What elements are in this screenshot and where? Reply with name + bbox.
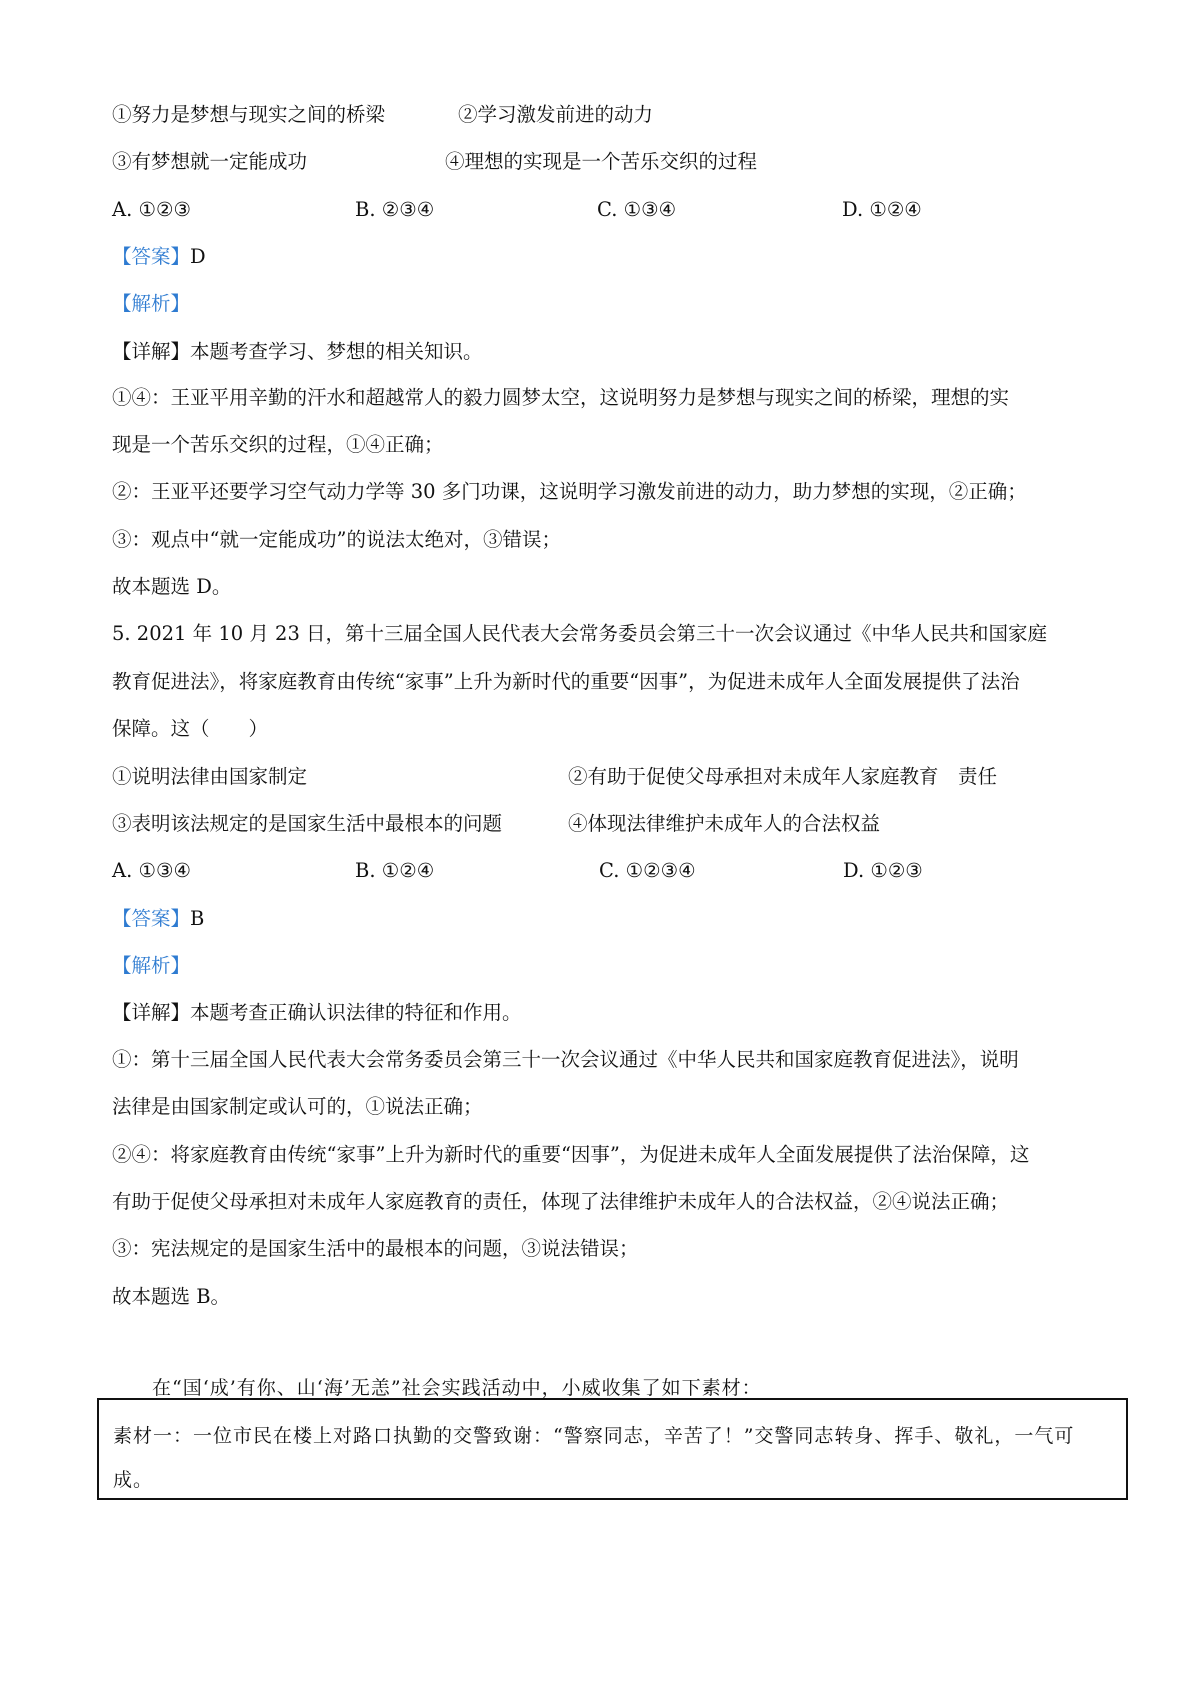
q5-stem-line-3: 保障。这（ ）	[112, 717, 269, 740]
q5-stem-line-1: 5. 2021 年 10 月 23 日，第十三届全国人民代表大会常务委员会第三十一次会议通过《中华人民共和国家庭	[112, 622, 1048, 645]
q5-option-3: ③表明该法规定的是国家生活中最根本的问题	[112, 812, 503, 835]
q5-choice-d: D. ①②③	[843, 859, 923, 882]
q4-choice-a: A. ①②③	[112, 198, 191, 221]
q5-analysis-label: 【解析】	[112, 954, 191, 977]
q4-explanation-1-line-1: ①④：王亚平用辛勤的汗水和超越常人的毅力圆梦太空，这说明努力是梦想与现实之间的桥梁，理想的实	[112, 386, 1010, 409]
q5-conclusion: 故本题选 B。	[112, 1285, 231, 1308]
q5-answer	[112, 905, 204, 933]
material-box	[97, 1398, 1128, 1500]
q4-choice-d: D. ①②④	[842, 198, 922, 221]
q5-choice-b: B. ①②④	[355, 859, 435, 882]
q4-detail	[112, 338, 483, 366]
q5-explanation-3: ③：宪法规定的是国家生活中的最根本的问题，③说法错误；	[112, 1237, 639, 1260]
answer-value: B	[190, 907, 205, 930]
material-box-text: 素材一：一位市民在楼上对路口执勤的交警致谢：“警察同志，辛苦了！”交警同志转身、挥手、敬礼，一气可成。	[113, 1425, 1075, 1491]
answer-label: 【答案】	[112, 245, 191, 268]
q5-choice-a: A. ①③④	[112, 859, 191, 882]
q4-explanation-1-line-2: 现是一个苦乐交织的过程，①④正确；	[112, 433, 444, 456]
q5-option-1: ①说明法律由国家制定	[112, 765, 308, 788]
q4-option-4: ④理想的实现是一个苦乐交织的过程	[445, 150, 758, 173]
q5-choice-c: C. ①②③④	[599, 859, 696, 882]
q5-stem-line-2: 教育促进法》，将家庭教育由传统“家事”上升为新时代的重要“因事”，为促进未成年人全面发展提供了法治	[112, 670, 1020, 693]
q5-explanation-2-line-1: ②④：将家庭教育由传统“家事”上升为新时代的重要“因事”，为促进未成年人全面发展提供了法治保障，这	[112, 1143, 1030, 1166]
detail-text: 本题考查正确认识法律的特征和作用。	[190, 1001, 522, 1024]
q5-explanation-1-line-2: 法律是由国家制定或认可的，①说法正确；	[112, 1095, 483, 1118]
q5-explanation-1-line-1: ①：第十三届全国人民代表大会常务委员会第三十一次会议通过《中华人民共和国家庭教育促进法》，说明	[112, 1048, 1019, 1071]
q5-option-2: ②有助于促使父母承担对未成年人家庭教育 责任	[568, 765, 998, 788]
q4-choice-c: C. ①③④	[597, 198, 677, 221]
q4-option-1: ①努力是梦想与现实之间的桥梁	[112, 103, 386, 126]
q4-option-2: ②学习激发前进的动力	[458, 103, 654, 126]
q5-option-4: ④体现法律维护未成年人的合法权益	[568, 812, 881, 835]
detail-label: 【详解】	[112, 1001, 191, 1024]
answer-value: D	[190, 245, 206, 268]
q4-choice-b: B. ②③④	[355, 198, 435, 221]
material-intro: 在“国‘成’有你、山‘海’无恙”社会实践活动中，小威收集了如下素材：	[152, 1377, 762, 1399]
q4-analysis-label: 【解析】	[112, 292, 191, 315]
q4-explanation-2: ②：王亚平还要学习空气动力学等 30 多门功课，这说明学习激发前进的动力，助力梦想的实现，②正确；	[112, 480, 1027, 503]
detail-label: 【详解】	[112, 340, 191, 363]
q4-option-3: ③有梦想就一定能成功	[112, 150, 308, 173]
q5-detail	[112, 999, 522, 1027]
q4-explanation-3: ③：观点中“就一定能成功”的说法太绝对，③错误；	[112, 528, 561, 551]
detail-text: 本题考查学习、梦想的相关知识。	[190, 340, 483, 363]
q4-answer	[112, 243, 206, 271]
answer-label: 【答案】	[112, 907, 191, 930]
q5-explanation-2-line-2: 有助于促使父母承担对未成年人家庭教育的责任，体现了法律维护未成年人的合法权益，②④说法正确；	[112, 1190, 1010, 1213]
q4-conclusion: 故本题选 D。	[112, 575, 232, 598]
